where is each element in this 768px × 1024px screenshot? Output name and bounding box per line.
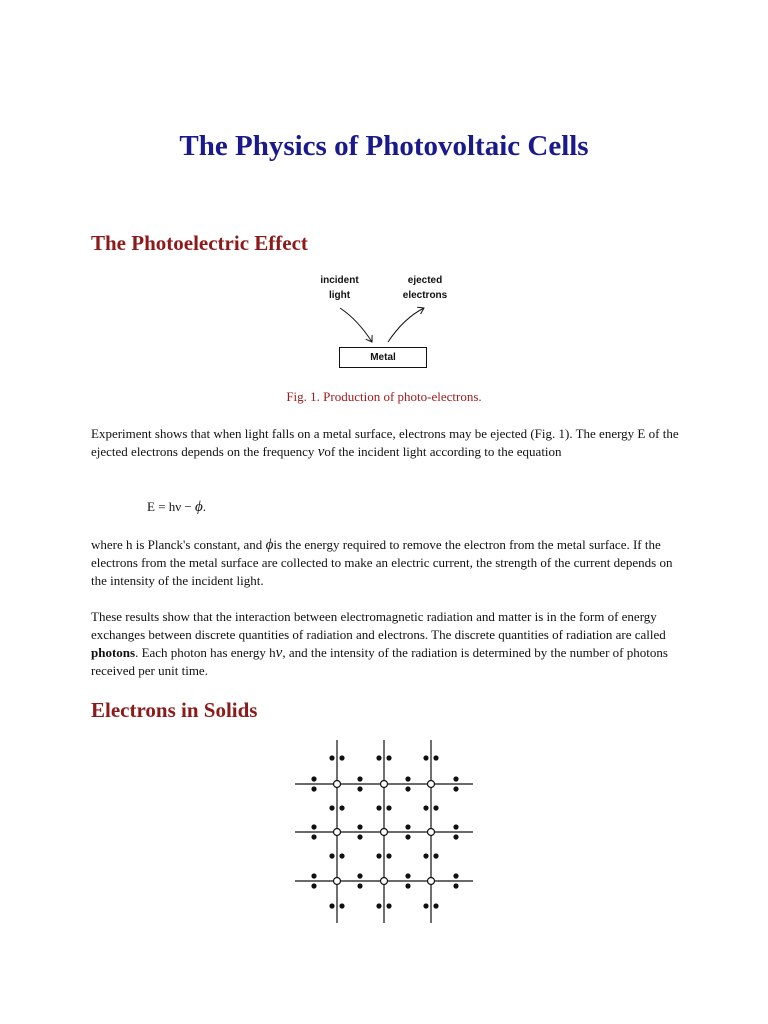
electron-dot xyxy=(387,854,391,858)
electron-dot xyxy=(377,854,381,858)
photoelectric-figure xyxy=(300,268,480,378)
electron-dot xyxy=(434,806,438,810)
electron-dot xyxy=(387,904,391,908)
para2-text-a: where h is Planck's constant, and xyxy=(91,537,266,552)
electron-dot xyxy=(312,825,316,829)
electron-dot xyxy=(358,874,362,878)
electron-dot xyxy=(358,777,362,781)
electron-dot xyxy=(454,825,458,829)
para3-text-c: , and the intensity of the radiation is determined by the number of photons received per unit time. xyxy=(91,645,668,678)
metal-label: Metal xyxy=(339,347,427,368)
ejected-arrow xyxy=(388,308,424,342)
atom-node xyxy=(428,781,435,788)
incident-light-label: incident light xyxy=(320,275,359,301)
equation xyxy=(147,498,206,516)
equation-lhs: E = hν − xyxy=(147,499,195,514)
electron-dot xyxy=(454,777,458,781)
photons-term: photons xyxy=(91,645,136,660)
nu-symbol: ν xyxy=(275,645,283,661)
ejected-electrons-label: ejected electrons xyxy=(402,275,448,301)
electron-dot xyxy=(434,854,438,858)
atom-node xyxy=(334,829,341,836)
electron-dot xyxy=(312,835,316,839)
electron-dot xyxy=(387,756,391,760)
electron-dot xyxy=(340,854,344,858)
atom-node xyxy=(381,829,388,836)
atom-node xyxy=(381,781,388,788)
electron-dot xyxy=(454,874,458,878)
electron-dot xyxy=(312,777,316,781)
paragraph-planck xyxy=(91,536,691,590)
section-heading-solids: Electrons in Solids xyxy=(91,698,258,722)
electron-dot xyxy=(330,806,334,810)
electron-dot xyxy=(312,787,316,791)
atom-node xyxy=(428,878,435,885)
electron-dot xyxy=(406,777,410,781)
electron-dot xyxy=(406,874,410,878)
electron-dot xyxy=(358,787,362,791)
paragraph-experiment xyxy=(91,425,691,461)
electron-dot xyxy=(330,756,334,760)
incident-arrow xyxy=(340,308,372,342)
para3-text-a: These results show that the interaction between electromagnetic radiation and matter is in the form of energy exchanges between discrete quantities of radiation and electrons. The discrete quantities of radiation are called xyxy=(91,609,666,642)
nu-symbol: ν xyxy=(317,444,325,460)
electron-dot xyxy=(454,787,458,791)
electron-dot xyxy=(454,835,458,839)
atom-node xyxy=(334,878,341,885)
crystal-lattice-diagram xyxy=(290,738,490,928)
atom-node xyxy=(334,781,341,788)
atom-node xyxy=(428,829,435,836)
equation-end: . xyxy=(202,499,206,514)
electron-dot xyxy=(340,756,344,760)
electron-dot xyxy=(454,884,458,888)
atom-node xyxy=(381,878,388,885)
electron-dot xyxy=(377,806,381,810)
electron-dot xyxy=(340,904,344,908)
para1-text-a: Experiment shows that when light falls on a metal surface, electrons may be ejected (Fig. 1). The energy E of the ejected electrons depends on the frequency xyxy=(91,426,679,459)
electron-dot xyxy=(312,874,316,878)
electron-dot xyxy=(358,825,362,829)
electron-dot xyxy=(406,835,410,839)
phi-symbol: ϕ xyxy=(265,537,274,553)
section-heading-photoelectric: The Photoelectric Effect xyxy=(91,231,308,255)
page-title: The Physics of Photovoltaic Cells xyxy=(179,130,589,162)
electron-dot xyxy=(424,806,428,810)
electron-dot xyxy=(434,904,438,908)
electron-dot xyxy=(330,904,334,908)
electron-dot xyxy=(330,854,334,858)
electron-dot xyxy=(387,806,391,810)
electron-dot xyxy=(377,756,381,760)
electron-dot xyxy=(340,806,344,810)
electron-dot xyxy=(406,884,410,888)
figure-caption: Fig. 1. Production of photo-electrons. xyxy=(286,389,482,404)
phi-symbol: ϕ xyxy=(194,499,203,515)
para3-text-b: . Each photon has energy h xyxy=(135,645,276,660)
electron-dot xyxy=(406,787,410,791)
electron-dot xyxy=(406,825,410,829)
electron-dot xyxy=(377,904,381,908)
electron-dot xyxy=(424,756,428,760)
para2-text-b: is the energy required to remove the electron from the metal surface. If the electrons from the metal surface are collected to make an electric current, the strength of the current depends on the intensity of the incident light. xyxy=(91,537,673,588)
electron-dot xyxy=(424,904,428,908)
electron-dot xyxy=(312,884,316,888)
electron-dot xyxy=(424,854,428,858)
para1-text-b: of the incident light according to the equation xyxy=(324,444,562,459)
electron-dot xyxy=(434,756,438,760)
electron-dot xyxy=(358,884,362,888)
paragraph-photons xyxy=(91,608,691,680)
electron-dot xyxy=(358,835,362,839)
